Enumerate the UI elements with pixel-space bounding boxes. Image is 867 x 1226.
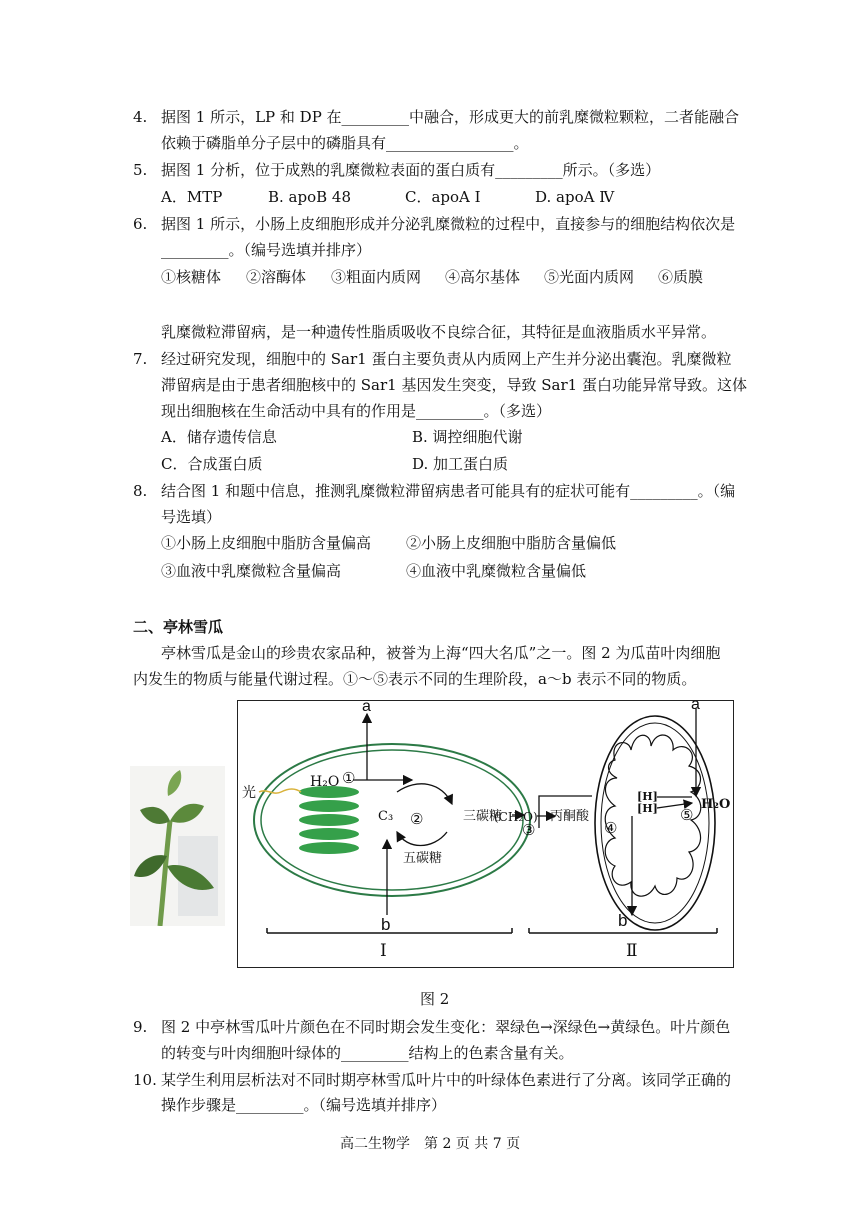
q10-text-line2: 操作步骤是_________。（编号选填并排序）: [161, 1096, 447, 1114]
q10-text-line1: 某学生利用层析法对不同时期亭林雪瓜叶片中的叶绿体色素进行了分离。该同学正确的: [161, 1071, 732, 1089]
q8-text-line1: 结合图 1 和题中信息，推测乳糜微粒滞留病患者可能具有的症状可能有_________。（编: [161, 482, 736, 500]
q10-number: 10.: [133, 1071, 157, 1089]
label-pentose: 五碳糖: [403, 851, 443, 866]
label-b-right: b: [618, 911, 628, 930]
q4-number: 4.: [133, 108, 148, 126]
label-c3: C₃: [378, 809, 394, 824]
q7-text-line2: 滞留病是由于患者细胞核中的 Sar1 基因发生突变，导致 Sar1 蛋白功能异常导致。这体: [161, 376, 747, 394]
figure-2: [237, 696, 734, 968]
q7-number: 7.: [133, 350, 148, 368]
q6-option-3: ③粗面内质网: [331, 268, 422, 286]
label-ch2o: (CH₂O): [494, 810, 538, 824]
label-h2o-left: H₂O: [310, 774, 340, 790]
section-para-line2: 内发生的物质与能量代谢过程。①～⑤表示不同的生理阶段，a～b 表示不同的物质。: [133, 670, 697, 688]
seedling-photo: [130, 766, 225, 926]
q6-option-4: ④高尔基体: [445, 268, 521, 286]
q8-option-2: ②小肠上皮细胞中脂肪含量偏低: [406, 534, 617, 552]
label-stage-3: ③: [522, 821, 536, 839]
label-stage-2: ②: [410, 810, 424, 828]
q8-option-3: ③血液中乳糜微粒含量偏高: [161, 562, 342, 580]
q7-option-d: D. 加工蛋白质: [412, 455, 509, 473]
label-light: 光: [242, 785, 256, 801]
q9-text-line2: 的转变与叶肉细胞叶绿体的_________结构上的色素含量有关。: [161, 1044, 574, 1062]
label-h2o-right: H₂O: [701, 797, 731, 812]
q4-text-line1: 据图 1 所示，LP 和 DP 在_________中融合，形成更大的前乳糜微粒颗粒，二者能融合: [161, 108, 740, 126]
q8-option-4: ④血液中乳糜微粒含量偏低: [406, 562, 587, 580]
grana-stack: [299, 786, 359, 854]
figure-2-diagram: [237, 700, 734, 968]
label-a-left: a: [362, 698, 371, 715]
q5-option-b: B. apoB 48: [268, 188, 352, 206]
page-footer: 高二生物学 第 2 页 共 7 页: [340, 1136, 521, 1152]
q6-text-line1: 据图 1 所示，小肠上皮细胞形成并分泌乳糜微粒的过程中，直接参与的细胞结构依次是: [161, 215, 736, 233]
q5-option-c: C．apoA Ⅰ: [405, 188, 481, 206]
label-part-1: Ⅰ: [380, 941, 387, 961]
q6-option-6: ⑥质膜: [658, 268, 704, 286]
figure-caption: 图 2: [420, 990, 450, 1008]
q7-option-c: C．合成蛋白质: [161, 455, 263, 473]
q8-number: 8.: [133, 482, 148, 500]
label-a-right: a: [691, 696, 700, 713]
q5-number: 5.: [133, 161, 148, 179]
q7-text-line3: 现出细胞核在生命活动中具有的作用是_________。（多选）: [161, 402, 552, 420]
q7-option-b: B. 调控细胞代谢: [412, 428, 523, 446]
q6-text-line2: _________。（编号选填并排序）: [161, 241, 372, 259]
q5-text-line1: 据图 1 分析，位于成熟的乳糜微粒表面的蛋白质有_________所示。（多选）: [161, 161, 661, 179]
label-stage-1: ①: [342, 769, 356, 787]
q7-text-line1: 经过研究发现，细胞中的 Sar1 蛋白主要负责从内质网上产生并分泌出囊泡。乳糜微粒: [161, 350, 732, 368]
q4-text-line2: 依赖于磷脂单分子层中的磷脂具有_________________。: [161, 134, 529, 152]
q6-number: 6.: [133, 215, 148, 233]
label-h-2: [H]: [637, 802, 658, 815]
section-heading: 二、亭林雪瓜: [133, 618, 224, 636]
q6-option-2: ②溶酶体: [246, 268, 307, 286]
cycle-arrow-top: [397, 784, 452, 804]
label-triose: 三碳糖: [463, 809, 503, 824]
label-b-left: b: [381, 915, 391, 934]
disease-intro: 乳糜微粒滞留病，是一种遗传性脂质吸收不良综合征，其特征是血液脂质水平异常。: [161, 323, 717, 341]
q6-option-5: ⑤光面内质网: [544, 268, 635, 286]
cycle-arrow-bottom: [397, 832, 447, 846]
q5-option-a: A．MTP: [161, 188, 223, 206]
q5-option-d: D. apoA Ⅳ: [535, 188, 615, 206]
q9-text-line1: 图 2 中亭林雪瓜叶片颜色在不同时期会发生变化：翠绿色→深绿色→黄绿色。叶片颜色: [161, 1018, 731, 1036]
q8-option-1: ①小肠上皮细胞中脂肪含量偏高: [161, 534, 372, 552]
q7-option-a: A．储存遗传信息: [161, 428, 277, 446]
label-stage-4: ④: [604, 819, 618, 837]
q8-text-line2: 号选填）: [161, 508, 222, 526]
q9-number: 9.: [133, 1018, 148, 1036]
label-stage-5: ⑤: [680, 806, 694, 824]
label-part-2: Ⅱ: [626, 941, 638, 961]
section-para-line1: 亭林雪瓜是金山的珍贵农家品种，被誉为上海“四大名瓜”之一。图 2 为瓜苗叶肉细胞: [161, 644, 721, 662]
label-pyruvate: 丙酮酸: [550, 809, 590, 824]
label-h-1: [H]: [637, 790, 658, 803]
q6-option-1: ①核糖体: [161, 268, 222, 286]
